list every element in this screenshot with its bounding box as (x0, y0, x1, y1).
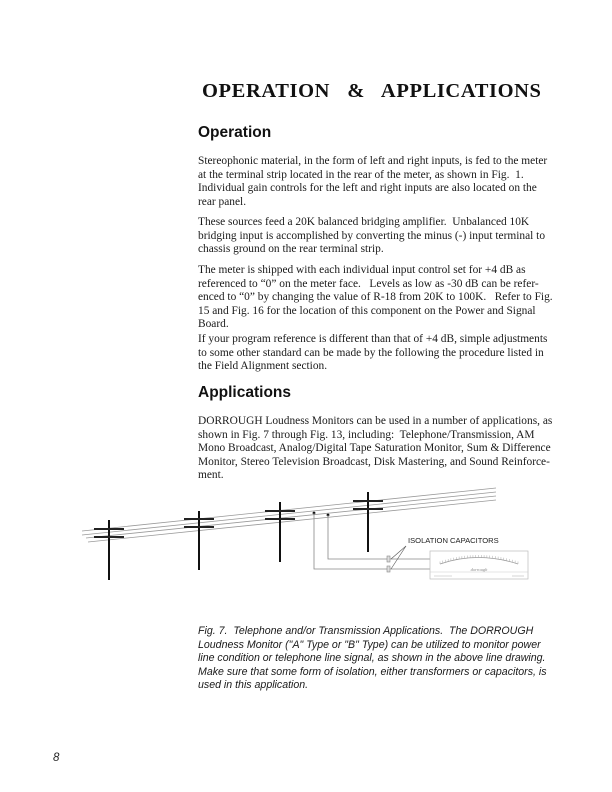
meter-brand-label: dorrough (470, 567, 488, 572)
utility-pole-3 (265, 502, 295, 562)
utility-pole-1 (94, 520, 124, 580)
text-line: Board. (198, 318, 229, 331)
text-line: enced to “0” by changing the value of R-18 from 20K to 100K. Refer to Fig. (198, 291, 553, 304)
caption-line: used in this application. (198, 679, 309, 692)
utility-pole-4 (353, 492, 383, 552)
operation-paragraph-4 (198, 333, 568, 374)
line-drawing-svg (60, 485, 560, 595)
capacitor-1 (387, 556, 390, 562)
wire-2 (82, 492, 496, 535)
caption-line: Loudness Monitor ("A" Type or "B" Type) can be utilized to monitor power (198, 638, 541, 651)
caption-line: Make sure that some form of isolation, either transformers or capacitors, is (198, 665, 547, 678)
text-line: chassis ground on the rear terminal strip. (198, 243, 384, 256)
applications-paragraph-1 (198, 415, 568, 483)
utility-pole-2 (184, 511, 214, 570)
text-line: to some other standard can be made by the following the procedure listed in (198, 346, 544, 359)
text-line: shown in Fig. 7 through Fig. 13, including: Telephone/Transmission, AM (198, 428, 535, 441)
figure-7-line-drawing (60, 485, 560, 595)
text-line: Monitor, Stereo Television Broadcast, Disk Mastering, and Sound Reinforce- (198, 455, 550, 468)
figure-7-caption (198, 625, 568, 693)
operation-paragraph-1 (198, 155, 568, 209)
text-line: 15 and Fig. 16 for the location of this component on the Power and Signal (198, 304, 536, 317)
text-line: Individual gain controls for the left and right inputs are also located on the (198, 182, 537, 195)
capacitor-2 (387, 566, 390, 572)
text-line: DORROUGH Loudness Monitors can be used in a number of applications, as (198, 415, 553, 427)
operation-paragraph-3 (198, 264, 568, 332)
text-line: the Field Alignment section. (198, 360, 328, 373)
text-line: bridging input is accomplished by converting the minus (-) input terminal to (198, 229, 546, 242)
text-line: Mono Broadcast, Analog/Digital Tape Saturation Monitor, Sum & Difference (198, 442, 551, 455)
wire-3 (86, 496, 496, 538)
text-line: If your program reference is different than that of +4 dB, simple adjustments (198, 333, 548, 345)
meter-bezel (430, 551, 528, 579)
text-line: referenced to “0” on the meter face. Levels as low as -30 dB can be refer- (198, 277, 539, 290)
text-line: ment. (198, 469, 224, 482)
text-line: These sources feed a 20K balanced bridging amplifier. Unbalanced 10K (198, 216, 530, 228)
loudness-monitor-meter (430, 551, 528, 579)
page-title: OPERATION & APPLICATIONS (202, 80, 542, 102)
text-line: at the terminal strip located in the rear of the meter, as shown in Fig. 1. (198, 168, 524, 181)
operation-paragraph-2 (198, 216, 568, 257)
text-line: rear panel. (198, 195, 247, 208)
isolation-capacitors-label: ISOLATION CAPACITORS (408, 536, 499, 545)
page-number: 8 (53, 752, 60, 764)
caption-line: Fig. 7. Telephone and/or Transmission Applications. The DORROUGH (198, 625, 534, 637)
wire-1 (82, 488, 496, 531)
text-line: The meter is shipped with each individual input control set for +4 dB as (198, 264, 526, 276)
section-heading-applications: Applications (198, 384, 292, 401)
text-line: Stereophonic material, in the form of left and right inputs, is fed to the meter (198, 155, 548, 167)
label-leader-2 (391, 546, 406, 569)
section-heading-operation: Operation (198, 124, 272, 141)
overhead-wires (82, 488, 496, 542)
caption-line: line condition or telephone line signal, as shown in the above line drawing. (198, 652, 546, 665)
